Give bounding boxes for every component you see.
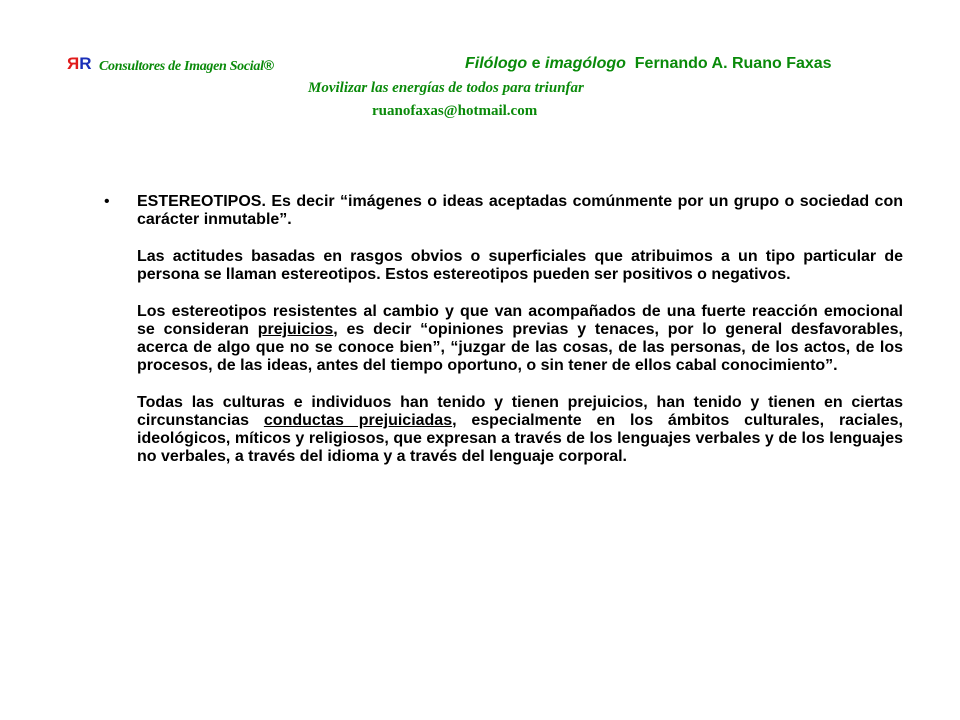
bullet-icon: •	[104, 193, 110, 210]
registered-mark: ®	[263, 57, 274, 73]
definition-estereotipos: Es decir “imágenes o ideas aceptadas comúnmente por un grupo o sociedad con carácter inmutable”.	[137, 193, 903, 228]
paragraph-culturas	[137, 394, 903, 466]
author-name: Fernando A. Ruano Faxas	[634, 55, 832, 72]
author-role-imagologist: imagólogo	[545, 55, 626, 72]
contact-email: ruanofaxas@hotmail.com	[372, 103, 538, 119]
slogan: Movilizar las energías de todos para triunfar	[308, 80, 584, 96]
term-conductas-prejuiciadas: conductas prejuiciadas	[263, 412, 453, 429]
culturas-intro: Todas las culturas e individuos han tenido y tienen prejuicios, han tenido y tienen en ciertas circunstancias	[137, 394, 903, 429]
author-role-join: e	[527, 55, 545, 72]
culturas-rest: , especialmente en los ámbitos culturales, raciales, ideológicos, míticos y religiosos, que expresan a través de los lenguajes verbales y de los lenguajes no verbales, a través del idioma y a través del lenguaje corporal.	[137, 412, 903, 465]
author-line	[465, 55, 832, 73]
paragraph-actitudes: Las actitudes basadas en rasgos obvios o superficiales que atribuimos a un tipo particular de persona se llaman estereotipos. Estos estereotipos pueden ser positivos o negativos.	[137, 248, 903, 283]
author-role-philologist: Filólogo	[465, 55, 528, 72]
paragraph-prejuicios	[137, 303, 903, 375]
company-name	[99, 57, 274, 75]
logo-letter-red: R	[67, 54, 80, 73]
term-prejuicios: prejuicios	[257, 321, 334, 338]
rr-logo	[67, 54, 92, 74]
company-label: Consultores de Imagen Social	[99, 59, 264, 74]
slide-body	[104, 193, 903, 485]
page-header	[0, 0, 960, 130]
paragraph-estereotipos	[104, 193, 903, 229]
logo-letter-blue: R	[79, 54, 92, 73]
prejuicios-definition: , es decir “opiniones previas y tenaces, por lo general desfavorables, acerca de algo que no se conoce bien”, “juzgar de las cosas, de las personas, de los actos, de los procesos, de las ideas, antes del tiempo oportuno, o sin tener de ellos cabal conocimiento”.	[137, 321, 903, 374]
term-estereotipos: ESTEREOTIPOS.	[137, 193, 266, 210]
prejuicios-intro: Los estereotipos resistentes al cambio y que van acompañados de una fuerte reacción emocional se consideran	[137, 303, 903, 338]
